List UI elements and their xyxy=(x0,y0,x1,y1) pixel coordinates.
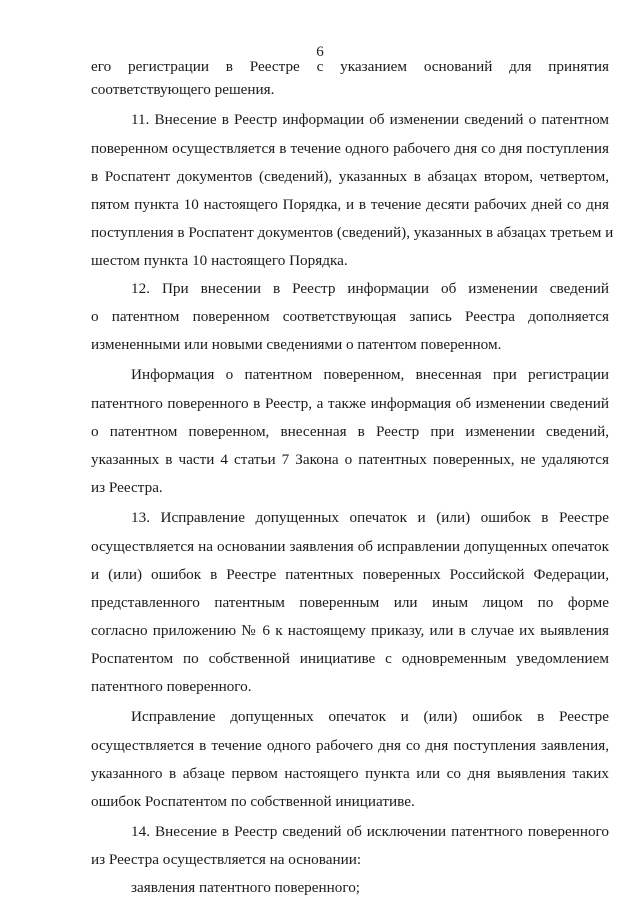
text-line: его регистрации в Реестре с указанием оснований для принятия xyxy=(91,58,609,75)
text-line: Информация о патентном поверенном, внесенная при регистрации xyxy=(131,366,609,383)
text-line: патентного поверенного. xyxy=(91,678,252,695)
text-line: ошибок Роспатентом по собственной инициативе. xyxy=(91,793,415,810)
text-line: представленного патентным поверенным или иным лицом по форме xyxy=(91,594,609,611)
text-line: о патентном поверенном соответствующая запись Реестра дополняется xyxy=(91,308,609,325)
text-line: 11. Внесение в Реестр информации об изменении сведений о патентном xyxy=(131,111,609,128)
text-line: пятом пункта 10 настоящего Порядка, и в течение десяти рабочих дней со дня xyxy=(91,196,609,213)
text-line: поверенном осуществляется в течение одного рабочего дня со дня поступления xyxy=(91,140,609,157)
text-line: 12. При внесении в Реестр информации об изменении сведений xyxy=(131,280,609,297)
text-line: согласно приложению № 6 к настоящему приказу, или в случае их выявления xyxy=(91,622,609,639)
text-line: указанного в абзаце первом настоящего пункта или со дня выявления таких xyxy=(91,765,609,782)
text-line: и (или) ошибок в Реестре патентных поверенных Российской Федерации, xyxy=(91,566,609,583)
text-line: поступления в Роспатент документов (сведений), указанных в абзацах третьем и xyxy=(91,224,614,241)
text-line: осуществляется в течение одного рабочего дня со дня поступления заявления, xyxy=(91,737,609,754)
text-line: осуществляется на основании заявления об исправлении допущенных опечаток xyxy=(91,538,609,555)
page-number: 6 xyxy=(316,44,324,60)
text-line: заявления патентного поверенного; xyxy=(131,879,361,896)
text-line: из Реестра осуществляется на основании: xyxy=(91,851,362,868)
text-line: указанных в части 4 статьи 7 Закона о патентных поверенных, не удаляются xyxy=(91,451,609,468)
text-line: шестом пункта 10 настоящего Порядка. xyxy=(91,252,348,269)
text-line: 14. Внесение в Реестр сведений об исключении патентного поверенного xyxy=(131,823,609,840)
text-line: измененными или новыми сведениями о патентом поверенном. xyxy=(91,336,502,353)
text-line: в Роспатент документов (сведений), указанных в абзацах втором, четвертом, xyxy=(91,168,609,185)
text-line: из Реестра. xyxy=(91,479,163,496)
text-line: Исправление допущенных опечаток и (или) ошибок в Реестре xyxy=(131,708,609,725)
text-line: патентного поверенного в Реестр, а также информация об изменении сведений xyxy=(91,395,609,412)
text-line: соответствующего решения. xyxy=(91,81,275,98)
text-line: 13. Исправление допущенных опечаток и (или) ошибок в Реестре xyxy=(131,509,609,526)
text-line: о патентном поверенном, внесенная в Реестр при изменении сведений, xyxy=(91,423,609,440)
text-line: Роспатентом по собственной инициативе с одновременным уведомлением xyxy=(91,650,609,667)
